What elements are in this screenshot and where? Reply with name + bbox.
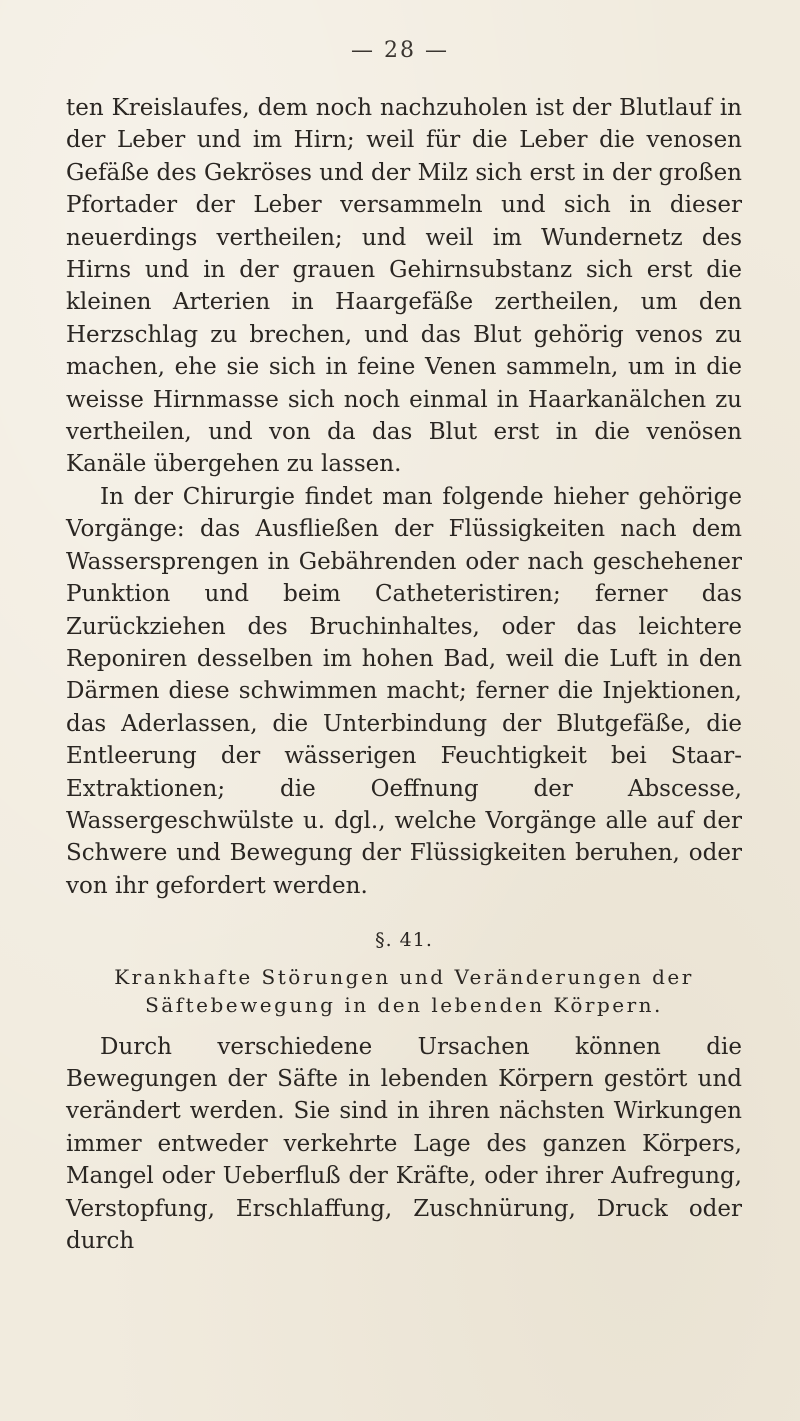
section-title: Krankhafte Störungen und Veränderungen der Säftebewegung in den lebenden Körpern. <box>114 964 694 1017</box>
page-number: — 28 — <box>351 38 449 63</box>
paragraph-blood-circulation: ten Kreislaufes, dem noch nachzuholen ist der Blutlauf in der Leber und im Hirn; weil für die Leber die venosen Gefäße des Gekröses und der Milz sich erst in der großen Pfortader der Leber versammeln und sich in dieser neuerdings vertheilen; und weil im Wundernetz des Hirns und in der grauen Gehirnsubstanz sich erst die kleinen Arterien in Haargefäße zertheilen, um den Herzschlag zu brechen, und das Blut gehörig venos zu machen, ehe sie sich in feine Venen sammeln, um in die weisse Hirnmasse sich noch einmal in Haarkanälchen zu vertheilen, und von da das Blut erst in die venösen Kanäle übergehen zu lassen. <box>66 95 742 478</box>
paragraph-disturbances: Durch verschiedene Ursachen können die Bewegungen der Säfte in lebenden Körpern gestört und verändert werden. Sie sind in ihren nächsten Wirkungen immer entweder verkehrte Lage des ganzen Körpers, Mangel oder Ueberfluß der Kräfte, oder ihrer Aufregung, Verstopfung, Erschlaffung, Zuschnürung, Druck oder durch <box>66 1033 742 1254</box>
text-block <box>66 92 742 1257</box>
section-number: §. 41. <box>375 929 433 952</box>
paragraph-surgery: In der Chirurgie findet man folgende hieher gehörige Vorgänge: das Ausfließen der Flüssigkeiten nach dem Wassersprengen in Gebährenden oder nach geschehener Punktion und beim Catheteristiren; ferner das Zurückziehen des Bruchinhaltes, oder das leichtere Reponiren desselben im hohen Bad, weil die Luft in den Därmen diese schwimmen macht; ferner die Injektionen, das Aderlassen, die Unterbindung der Blutgefäße, die Entleerung der wässerigen Feuchtigkeit bei Staar-Extraktionen; die Oeffnung der Abscesse, Wassergeschwülste u. dgl., welche Vorgänge alle auf der Schwere und Bewegung der Flüssigkeiten beruhen, oder von ihr gefordert werden. <box>66 483 742 899</box>
